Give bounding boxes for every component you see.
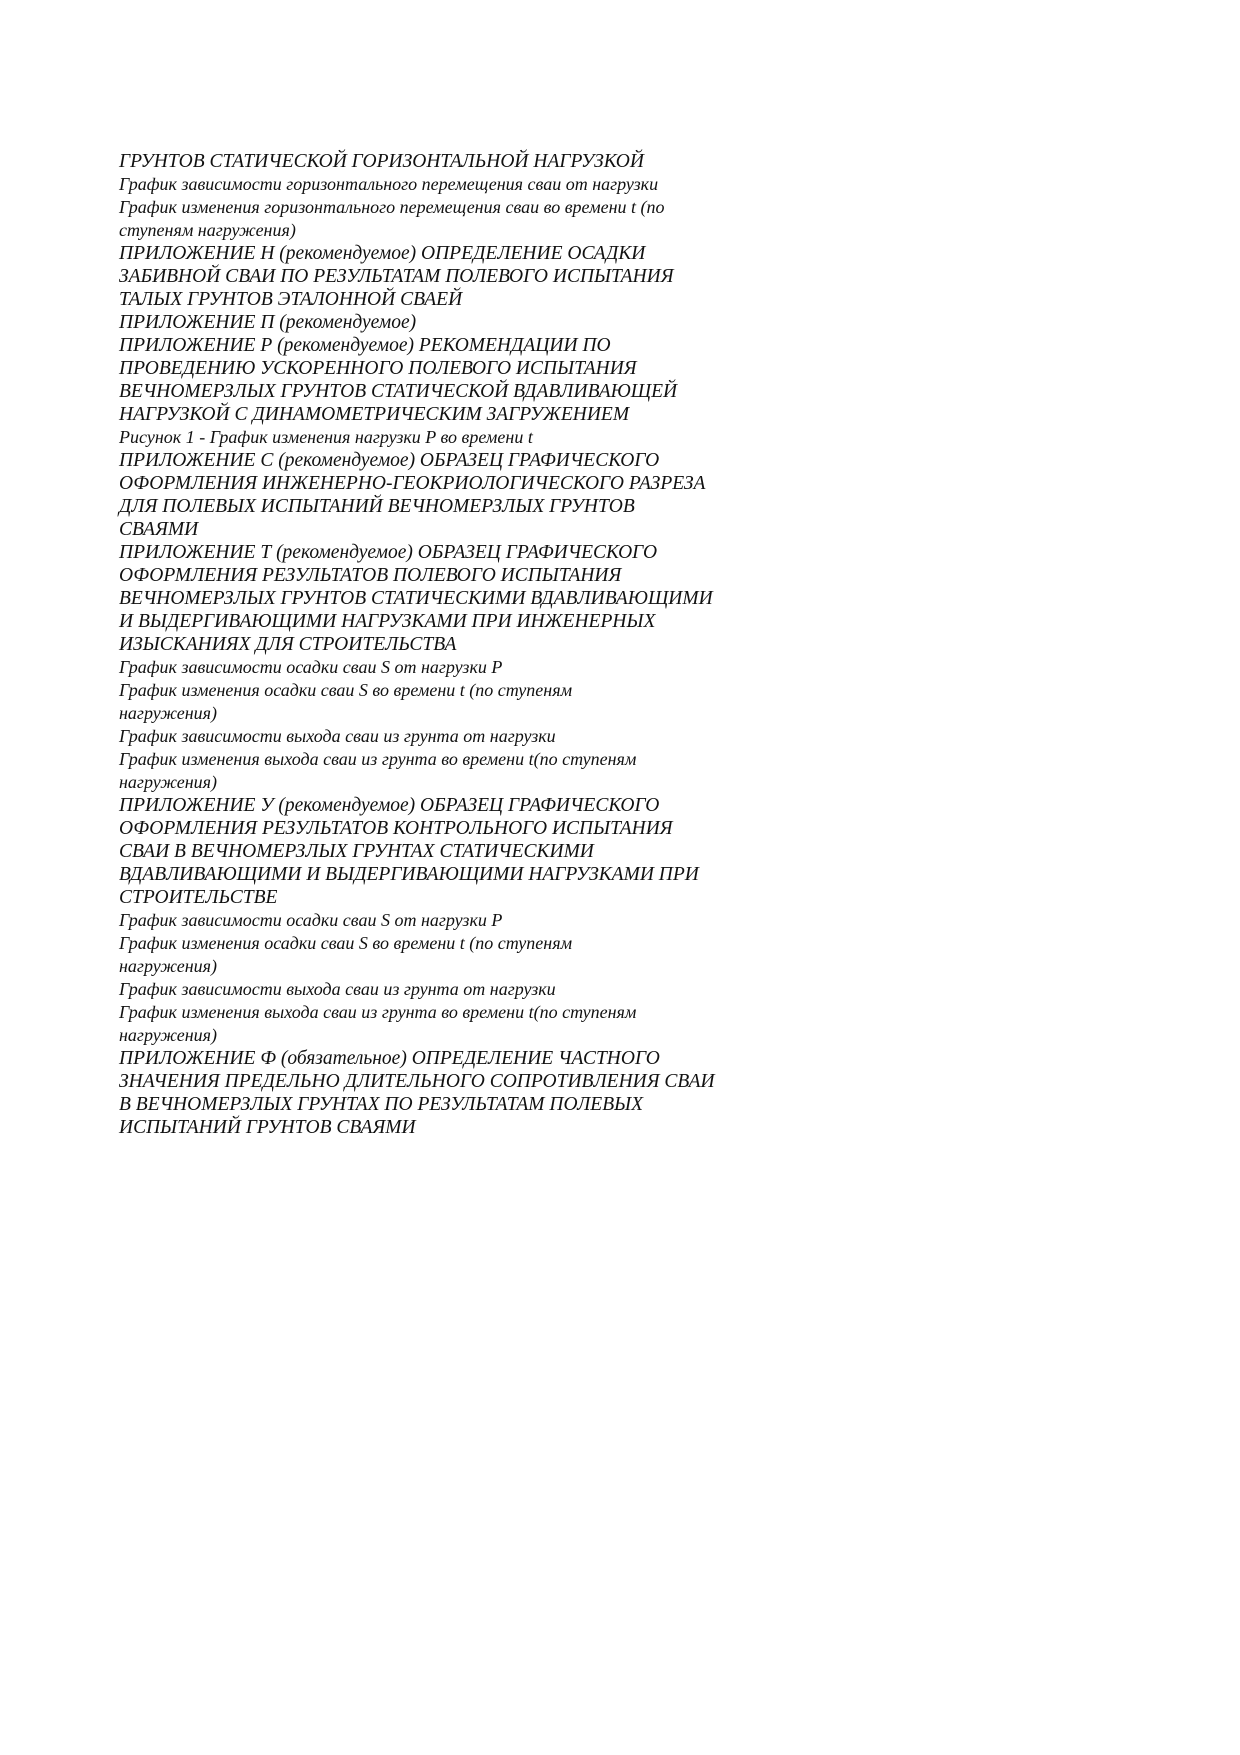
figure-caption-line: График зависимости выхода сваи из грунта от нагрузки <box>119 726 556 746</box>
appendix-heading-line: ПРИЛОЖЕНИЕ Р (рекомендуемое) РЕКОМЕНДАЦИИ ПО <box>119 335 611 356</box>
appendix-heading-line: ОФОРМЛЕНИЯ РЕЗУЛЬТАТОВ ПОЛЕВОГО ИСПЫТАНИЯ <box>119 565 622 586</box>
appendix-heading-line: СТРОИТЕЛЬСТВЕ <box>119 887 278 908</box>
figure-caption-line: График зависимости осадки сваи S от нагрузки P <box>119 657 503 677</box>
appendix-heading-line: ВДАВЛИВАЮЩИМИ И ВЫДЕРГИВАЮЩИМИ НАГРУЗКАМИ ПРИ <box>119 864 699 885</box>
figure-caption-line: График зависимости осадки сваи S от нагрузки P <box>119 910 503 930</box>
appendix-heading-line: ИЗЫСКАНИЯХ ДЛЯ СТРОИТЕЛЬСТВА <box>119 634 457 655</box>
figure-caption-line: нагружения) <box>119 956 218 976</box>
appendix-heading-line: ПРИЛОЖЕНИЕ Т (рекомендуемое) ОБРАЗЕЦ ГРАФИЧЕСКОГО <box>119 542 658 563</box>
appendix-heading-line: ВЕЧНОМЕРЗЛЫХ ГРУНТОВ СТАТИЧЕСКОЙ ВДАВЛИВАЮЩЕЙ <box>119 381 678 402</box>
figure-caption-line: График зависимости горизонтального перемещения сваи от нагрузки <box>119 174 659 194</box>
figure-caption-line: ступеням нагружения) <box>119 220 296 240</box>
appendix-heading-line: ПРИЛОЖЕНИЕ У (рекомендуемое) ОБРАЗЕЦ ГРАФИЧЕСКОГО <box>119 795 660 816</box>
appendix-heading-line: ЗАБИВНОЙ СВАИ ПО РЕЗУЛЬТАТАМ ПОЛЕВОГО ИСПЫТАНИЯ <box>119 266 674 287</box>
figure-caption-line: нагружения) <box>119 772 218 792</box>
figure-caption-line: График изменения выхода сваи из грунта во времени t(по ступеням <box>119 1002 637 1022</box>
appendix-heading-line: ПРИЛОЖЕНИЕ С (рекомендуемое) ОБРАЗЕЦ ГРАФИЧЕСКОГО <box>119 450 660 471</box>
appendix-heading-line: В ВЕЧНОМЕРЗЛЫХ ГРУНТАХ ПО РЕЗУЛЬТАТАМ ПОЛЕВЫХ <box>119 1094 644 1115</box>
figure-caption-line: нагружения) <box>119 1025 218 1045</box>
appendix-heading-line: ОФОРМЛЕНИЯ РЕЗУЛЬТАТОВ КОНТРОЛЬНОГО ИСПЫТАНИЯ <box>119 818 673 839</box>
figure-caption-line: График изменения осадки сваи S во времени t (по ступеням <box>119 680 573 700</box>
appendix-heading-line: СВАЯМИ <box>119 519 199 540</box>
table-of-contents <box>119 150 779 1139</box>
appendix-heading-line: ПРИЛОЖЕНИЕ Н (рекомендуемое) ОПРЕДЕЛЕНИЕ ОСАДКИ <box>119 243 646 264</box>
appendix-heading-line: ПРИЛОЖЕНИЕ П (рекомендуемое) <box>119 312 417 333</box>
figure-caption-line: График изменения выхода сваи из грунта во времени t(по ступеням <box>119 749 637 769</box>
figure-caption-line: Рисунок 1 - График изменения нагрузки P во времени t <box>119 427 533 447</box>
appendix-heading-line: И ВЫДЕРГИВАЮЩИМИ НАГРУЗКАМИ ПРИ ИНЖЕНЕРНЫХ <box>119 611 656 632</box>
appendix-heading-line: ЗНАЧЕНИЯ ПРЕДЕЛЬНО ДЛИТЕЛЬНОГО СОПРОТИВЛЕНИЯ СВАИ <box>119 1071 715 1092</box>
figure-caption-line: График изменения горизонтального перемещения сваи во времени t (по <box>119 197 665 217</box>
figure-caption-line: нагружения) <box>119 703 218 723</box>
appendix-heading-line: ИСПЫТАНИЙ ГРУНТОВ СВАЯМИ <box>119 1117 416 1138</box>
figure-caption-line: График зависимости выхода сваи из грунта от нагрузки <box>119 979 556 999</box>
appendix-heading-line: СВАИ В ВЕЧНОМЕРЗЛЫХ ГРУНТАХ СТАТИЧЕСКИМИ <box>119 841 594 862</box>
appendix-heading-line: ПРИЛОЖЕНИЕ Ф (обязательное) ОПРЕДЕЛЕНИЕ ЧАСТНОГО <box>119 1048 660 1069</box>
appendix-heading-line: ГРУНТОВ СТАТИЧЕСКОЙ ГОРИЗОНТАЛЬНОЙ НАГРУЗКОЙ <box>119 151 644 172</box>
appendix-heading-line: НАГРУЗКОЙ С ДИНАМОМЕТРИЧЕСКИМ ЗАГРУЖЕНИЕМ <box>119 404 630 425</box>
appendix-heading-line: ОФОРМЛЕНИЯ ИНЖЕНЕРНО-ГЕОКРИОЛОГИЧЕСКОГО РАЗРЕЗА <box>119 473 706 494</box>
appendix-heading-line: ТАЛЫХ ГРУНТОВ ЭТАЛОННОЙ СВАЕЙ <box>119 289 463 310</box>
appendix-heading-line: ВЕЧНОМЕРЗЛЫХ ГРУНТОВ СТАТИЧЕСКИМИ ВДАВЛИВАЮЩИМИ <box>119 588 713 609</box>
appendix-heading-line: ПРОВЕДЕНИЮ УСКОРЕННОГО ПОЛЕВОГО ИСПЫТАНИЯ <box>119 358 637 379</box>
figure-caption-line: График изменения осадки сваи S во времени t (по ступеням <box>119 933 573 953</box>
appendix-heading-line: ДЛЯ ПОЛЕВЫХ ИСПЫТАНИЙ ВЕЧНОМЕРЗЛЫХ ГРУНТОВ <box>119 496 635 517</box>
